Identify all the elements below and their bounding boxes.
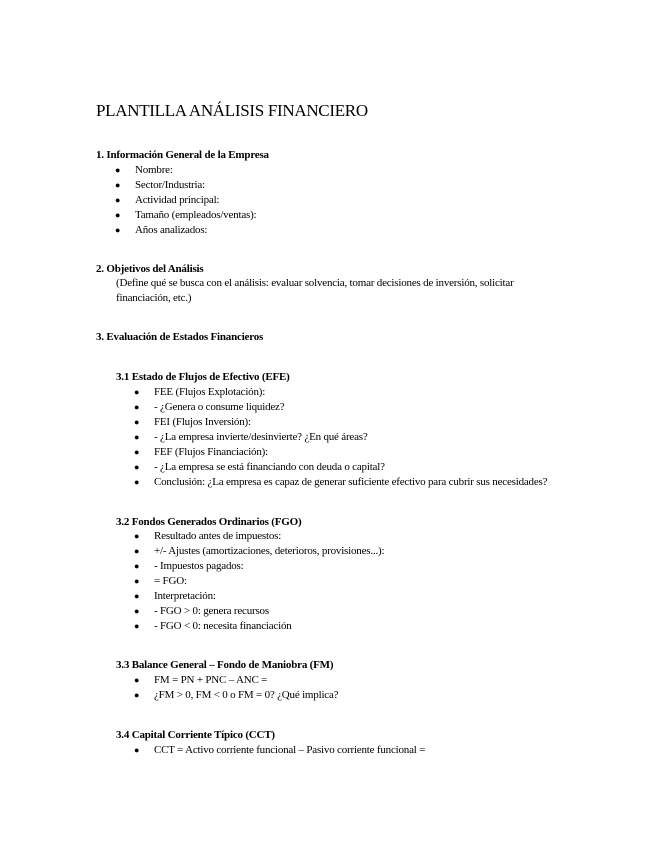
bullet-icon: ● (134, 745, 140, 755)
bullet-icon: ● (134, 531, 140, 541)
bullet-icon: ● (134, 561, 140, 571)
section-3-heading: 3. Evaluación de Estados Financieros (96, 331, 264, 343)
section-2-description: (Define qué se busca con el análisis: evaluar solvencia, tomar decisiones de inversión, solicitar financiación, etc.) (116, 277, 514, 304)
bullet-icon: ● (134, 690, 140, 700)
bullet-icon: ● (134, 417, 140, 427)
bullet-icon: ● (134, 606, 140, 616)
subsection-3-4-heading: 3.4 Capital Corriente Típico (CCT) (116, 729, 275, 741)
subsection-3-1-heading: 3.1 Estado de Flujos de Efectivo (EFE) (116, 371, 290, 383)
bullet-icon: ● (134, 621, 140, 631)
document-page: PLANTILLA ANÁLISIS FINANCIERO 1. Información General de la Empresa ● Nombre: ● Sector/Industria: ● Actividad principal: ● Tamaño (empleados/ventas): ● Años analizados: 2. Objetivos del Análisis (Define qué se busca con el análisis: evaluar solvencia, tomar decisiones de inversión, solicitar financiación, etc.) 3. Evaluación de Estados Financieros 3.1 Estado de Flujos de Efectivo (EFE) ● FEE (Flujos Explotación): ● - ¿Genera o consume liquidez? ● FEI (Flujos Inversión): ● - ¿La empresa invierte/desinvierte? ¿En qué áreas? ● FEF (Flujos Financiación): ● - ¿La empresa se está financiando con deuda o capital? ● Conclusión: ¿La empresa es capaz de generar suficiente efectivo para cubrir sus necesidades? 3.2 Fondos Generados Ordinarios (FGO) ● Resultado antes de impuestos: ● +/- Ajustes (amortizaciones, deterioros, provisiones...): ● - Impuestos pagados: ● = FGO: ● Interpretación: ● - FGO > 0: genera recursos ● - FGO < 0: necesita financiación 3.3 Balance General – Fondo de Maniobra (FM) ● FM = PN + PNC – ANC = ● ¿FM > 0, FM < 0 o FM = 0? ¿Qué implica? 3.4 Capital Corriente Típico (CCT) ● CCT = Activo corriente funcional – Pasivo corriente funcional = (96, 101, 548, 756)
bullet-icon: ● (115, 195, 121, 205)
bullet-icon: ● (115, 180, 121, 190)
subsection-3-2-heading: 3.2 Fondos Generados Ordinarios (FGO) (116, 516, 302, 528)
bullet-icon: ● (115, 165, 121, 175)
bullet-icon: ● (115, 225, 121, 235)
bullet-icon: ● (134, 462, 140, 472)
bullet-icon: ● (134, 402, 140, 412)
bullet-icon: ● (134, 546, 140, 556)
bullet-icon: ● (134, 576, 140, 586)
bullet-icon: ● (115, 210, 121, 220)
bullet-icon: ● (134, 591, 140, 601)
bullet-icon: ● (134, 447, 140, 457)
bullet-icon: ● (134, 477, 140, 487)
bullet-icon: ● (134, 432, 140, 442)
section-2-heading: 2. Objetivos del Análisis (96, 263, 204, 275)
subsection-3-3-heading: 3.3 Balance General – Fondo de Maniobra (FM) (116, 659, 334, 671)
document-title: PLANTILLA ANÁLISIS FINANCIERO (96, 101, 368, 120)
bullet-icon: ● (134, 387, 140, 397)
bullet-icon: ● (134, 675, 140, 685)
section-1-heading: 1. Información General de la Empresa (96, 149, 269, 161)
